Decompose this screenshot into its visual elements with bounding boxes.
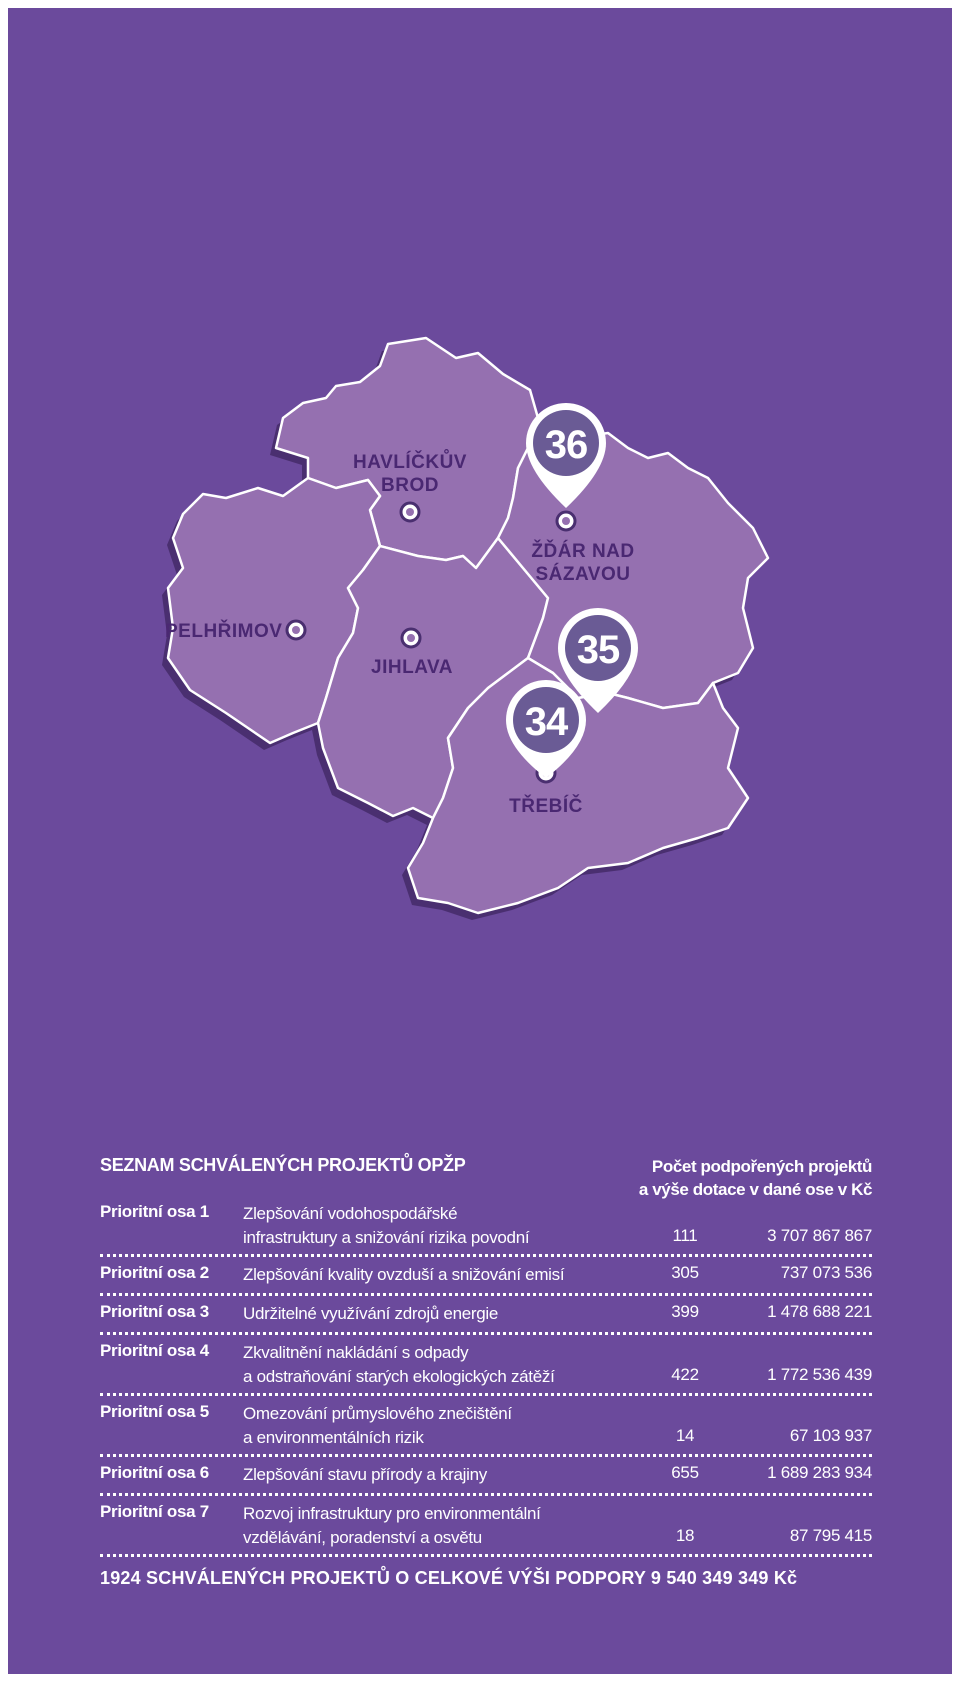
axis-label: Prioritní osa 2 (100, 1263, 209, 1282)
project-count: 18 (675, 1526, 695, 1545)
label-pelhrimov: PELHŘIMOV (165, 621, 283, 642)
town-marker-zdar (557, 512, 575, 530)
column-header-line-1: Počet podpořených projektů (651, 1157, 872, 1176)
subsidy-amount: 1 478 688 221 (767, 1302, 872, 1321)
project-count: 111 (672, 1226, 698, 1245)
table-row (100, 1396, 872, 1457)
town-marker-jihlava (402, 629, 420, 647)
axis-label: Prioritní osa 5 (100, 1402, 209, 1421)
axis-description-line: a environmentálních rizik (243, 1428, 424, 1447)
column-header (612, 1155, 872, 1201)
table-row (100, 1496, 872, 1557)
axis-description-line: Zkvalitnění nakládání s odpady (243, 1343, 469, 1362)
subsidy-amount: 67 103 937 (789, 1426, 872, 1445)
axis-description-line: infrastruktury a snižování rizika povodní (243, 1228, 530, 1247)
axis-description (243, 1263, 623, 1287)
axis-description-line: Udržitelné využívání zdrojů energie (243, 1304, 499, 1323)
subsidy-amount: 1 689 283 934 (767, 1463, 872, 1482)
table-title: SEZNAM SCHVÁLENÝCH PROJEKTŮ OPŽP (100, 1155, 466, 1175)
project-count: 399 (671, 1302, 699, 1321)
axis-label: Prioritní osa 4 (100, 1341, 209, 1360)
town-marker-havlickuv-brod (401, 503, 419, 521)
label-havlickuv-brod-2: BROD (381, 475, 439, 496)
subsidy-amount: 3 707 867 867 (767, 1226, 872, 1245)
table-row (100, 1296, 872, 1335)
projects-table (100, 1148, 872, 1589)
pin-number-zdar: 36 (544, 423, 588, 467)
project-count: 422 (671, 1365, 699, 1384)
label-jihlava: JIHLAVA (371, 657, 453, 678)
axis-description (243, 1502, 623, 1550)
axis-description-line: Zlepšování kvality ovzduší a snižování emisí (243, 1265, 565, 1284)
axis-description (243, 1463, 623, 1487)
table-row (100, 1335, 872, 1396)
axis-label: Prioritní osa 3 (100, 1302, 209, 1321)
axis-label: Prioritní osa 6 (100, 1463, 209, 1482)
town-marker-pelhrimov (287, 621, 305, 639)
subsidy-amount: 737 073 536 (780, 1263, 872, 1282)
label-trebic: TŘEBÍČ (509, 796, 583, 817)
project-count: 14 (675, 1426, 695, 1445)
label-havlickuv-brod-1: HAVLÍČKŮV (353, 452, 467, 473)
axis-description-line: Zlepšování vodohospodářské (243, 1204, 458, 1223)
axis-description-line: Rozvoj infrastruktury pro environmentální (243, 1504, 541, 1523)
axis-description (243, 1302, 623, 1326)
project-count: 655 (671, 1463, 699, 1482)
axis-label: Prioritní osa 1 (100, 1202, 209, 1221)
axis-description-line: a odstraňování starých ekologických zátěží (243, 1367, 555, 1386)
column-header-line-2: a výše dotace v dané ose v Kč (638, 1180, 872, 1199)
pin-number-trebic: 34 (524, 700, 568, 744)
vysocina-region-map (8, 8, 952, 1008)
project-count: 305 (671, 1263, 699, 1282)
table-row (100, 1196, 872, 1257)
axis-description (243, 1341, 623, 1389)
subsidy-amount: 87 795 415 (789, 1526, 872, 1545)
axis-description-line: Omezování průmyslového znečištění (243, 1404, 512, 1423)
pin-number-mid: 35 (576, 628, 620, 672)
table-row (100, 1257, 872, 1296)
poster-background (8, 8, 952, 1674)
axis-description (243, 1402, 623, 1450)
table-total: 1924 SCHVÁLENÝCH PROJEKTŮ O CELKOVÉ VÝŠI PODPORY 9 540 349 349 Kč (100, 1568, 798, 1588)
table-header (100, 1148, 872, 1199)
axis-description (243, 1202, 623, 1250)
subsidy-amount: 1 772 536 439 (767, 1365, 872, 1384)
table-row (100, 1457, 872, 1496)
axis-description-line: vzdělávání, poradenství a osvětu (243, 1528, 482, 1547)
label-zdar-2: SÁZAVOU (535, 564, 631, 585)
label-zdar-1: ŽĎÁR NAD (531, 541, 635, 562)
axis-description-line: Zlepšování stavu přírody a krajiny (243, 1465, 487, 1484)
axis-label: Prioritní osa 7 (100, 1502, 209, 1521)
